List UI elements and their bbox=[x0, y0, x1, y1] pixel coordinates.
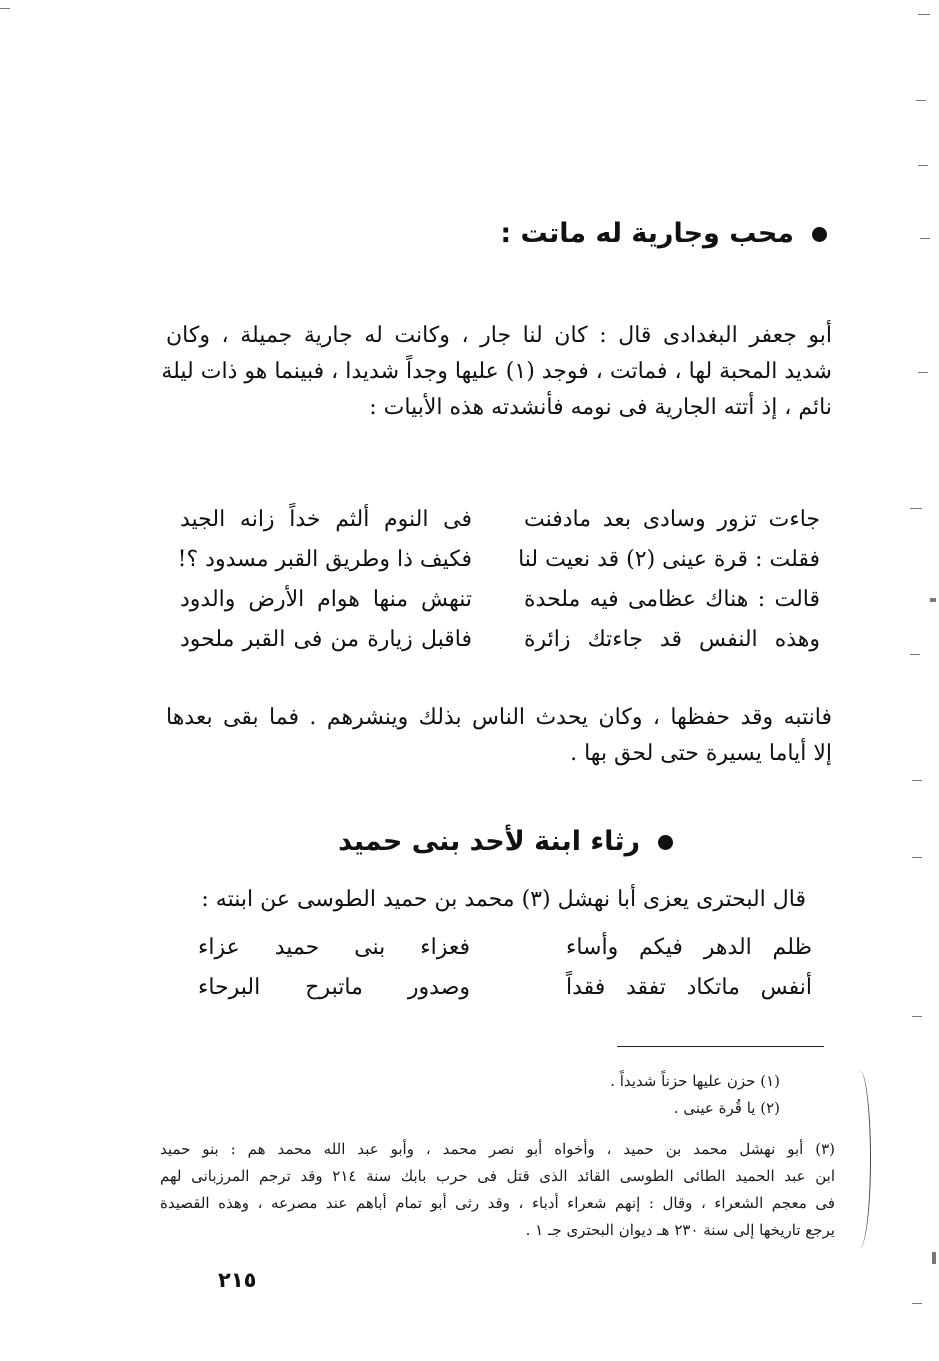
section-heading-lover bbox=[500, 214, 827, 254]
scan-mark bbox=[910, 654, 920, 655]
scan-mark bbox=[932, 1252, 936, 1264]
bullet-icon bbox=[812, 227, 827, 242]
footnote-line: فى معجم الشعراء ، وقال : إنهم شعراء أدباء ، وقد رثى أبو تمام أباهم عند مصرعه ، وهذه القصيدة bbox=[160, 1194, 835, 1212]
scan-mark bbox=[916, 100, 926, 101]
poem-block bbox=[177, 500, 820, 660]
elegy-intro bbox=[166, 882, 806, 918]
footnote-1: (١) حزن عليها حزناً شديداً . bbox=[610, 1072, 780, 1090]
footnote-2: (٢) يا قُرة عينى . bbox=[673, 1099, 780, 1117]
scan-mark bbox=[930, 598, 936, 602]
second-hemistich: تنهش منها هوام الأرض والدود bbox=[180, 587, 472, 612]
first-hemistich: فقلت : قرة عينى (٢) قد نعيت لنا bbox=[518, 547, 820, 572]
paragraph-line: إلا أياما يسيرة حتى لحق بها . bbox=[570, 741, 832, 766]
second-hemistich: وصدور ماتبرح البرحاء bbox=[198, 975, 470, 1000]
paragraph-line: شديد المحبة لها ، فماتت ، فوجد (١) عليها وجداً شديدا ، فبينما هو ذات ليلة bbox=[161, 359, 832, 384]
elegy-poem-block bbox=[198, 928, 812, 1008]
footnote-3 bbox=[160, 1136, 835, 1244]
footnote-separator bbox=[617, 1046, 824, 1047]
scan-mark bbox=[912, 857, 922, 858]
bullet-icon bbox=[658, 835, 673, 850]
second-hemistich: فاقبل زيارة من فى القبر ملحود bbox=[180, 627, 472, 652]
closing-paragraph bbox=[166, 700, 832, 772]
first-hemistich: وهذه النفس قد جاءتك زائرة bbox=[524, 627, 820, 652]
margin-bracket-mark bbox=[852, 1070, 871, 1248]
poem-verse bbox=[177, 540, 820, 580]
scan-mark bbox=[918, 165, 928, 166]
scan-mark bbox=[910, 508, 922, 509]
story-paragraph bbox=[161, 318, 832, 426]
footnote-line: ابن عبد الحميد الطائى الطوسى القائد الذى قتل فى حرب بابك سنة ٢١٤ وقد ترجم المرزبانى لهم bbox=[160, 1167, 835, 1185]
first-hemistich: ظلم الدهر فيكم وأساء bbox=[566, 935, 812, 960]
scan-mark bbox=[918, 372, 928, 373]
section-title: محب وجارية له ماتت : bbox=[500, 218, 794, 249]
section-title: رثاء ابنة لأحد بنى حميد bbox=[338, 826, 640, 857]
second-hemistich: فعزاء بنى حميد عزاء bbox=[198, 935, 470, 960]
paragraph-line: أبو جعفر البغدادى قال : كان لنا جار ، وكانت له جارية جميلة ، وكان bbox=[166, 323, 832, 348]
scan-mark bbox=[912, 1303, 922, 1304]
first-hemistich: جاءت تزور وسادى بعد مادفنت bbox=[524, 507, 820, 532]
poem-verse bbox=[180, 580, 820, 620]
paragraph-line: نائم ، إذ أتته الجارية فى نومه فأنشدته هذه الأبيات : bbox=[369, 395, 832, 420]
section-heading-elegy bbox=[338, 822, 673, 862]
scan-mark bbox=[918, 14, 930, 15]
scan-mark bbox=[920, 238, 930, 239]
poem-verse bbox=[180, 500, 820, 540]
first-hemistich: قالت : هناك عظامى فيه ملحدة bbox=[524, 587, 820, 612]
scan-mark bbox=[912, 1016, 922, 1017]
poem-verse bbox=[198, 928, 812, 968]
first-hemistich: أنفس ماتكاد تفقد فقداً bbox=[566, 975, 812, 1000]
poem-verse bbox=[180, 620, 820, 660]
paragraph-line: قال البحترى يعزى أبا نهشل (٣) محمد بن حميد الطوسى عن ابنته : bbox=[201, 887, 806, 912]
page-number: ٢١٥ bbox=[218, 1268, 257, 1292]
footnote-line: يرجع تاريخها إلى سنة ٢٣٠ هـ ديوان البحترى جـ ١ . bbox=[525, 1221, 835, 1239]
footnotes bbox=[160, 1068, 780, 1122]
footnote-line: (٣) أبو نهشل محمد بن حميد ، وأخواه أبو نصر محمد ، وأبو عبد الله محمد هم : بنو حميد bbox=[160, 1140, 835, 1158]
paragraph-line: فانتبه وقد حفظها ، وكان يحدث الناس بذلك وينشرهم . فما بقى بعدها bbox=[166, 705, 832, 730]
scan-mark bbox=[0, 8, 10, 9]
second-hemistich: فى النوم ألثم خداً زانه الجيد bbox=[180, 507, 472, 532]
second-hemistich: فكيف ذا وطريق القبر مسدود ؟! bbox=[177, 547, 472, 572]
poem-verse bbox=[198, 968, 812, 1008]
scan-mark bbox=[912, 780, 922, 781]
